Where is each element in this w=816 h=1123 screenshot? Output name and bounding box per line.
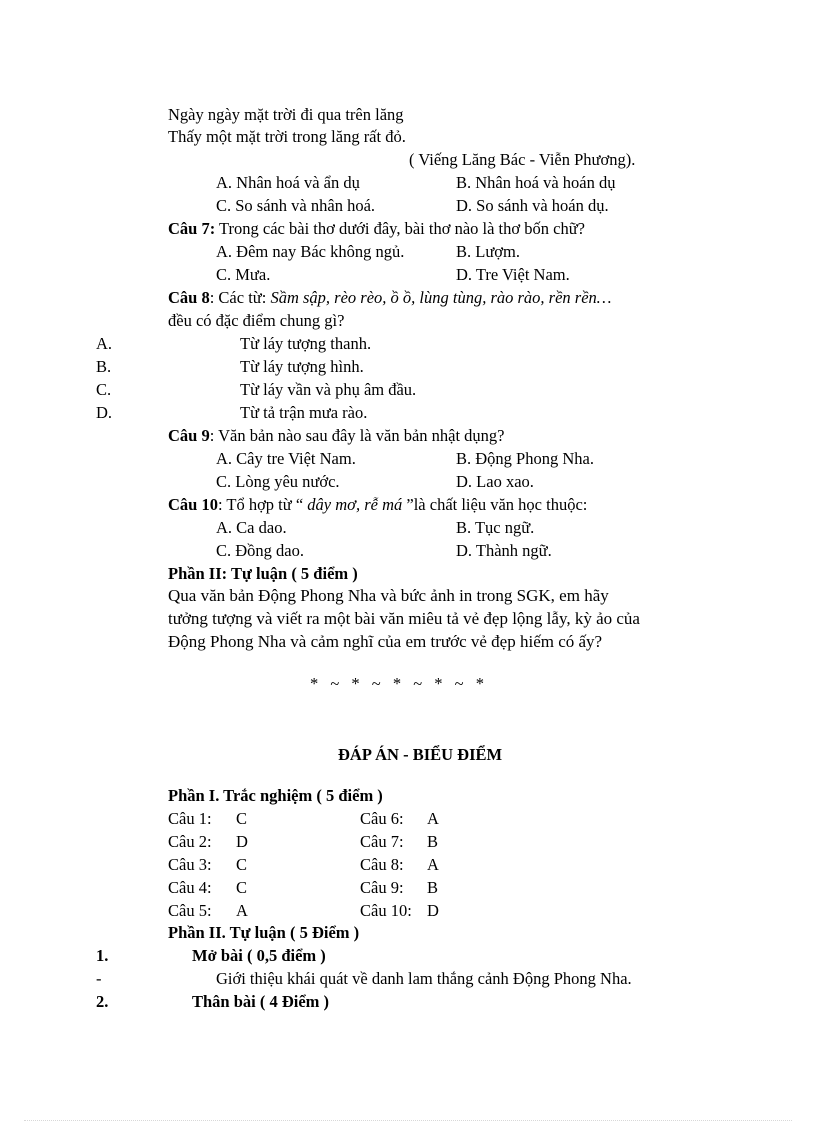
question-10 — [168, 494, 587, 516]
q9-option-a: A. Cây tre Việt Nam. — [216, 449, 356, 468]
question-7-label: Câu 7: — [168, 219, 216, 238]
q9-option-b: B. Động Phong Nha. — [456, 449, 594, 468]
question-8-pre: : Các từ: — [209, 288, 271, 307]
question-10-phrase: dây mơ, rễ má — [307, 495, 407, 514]
answer-item-1-number: 1. — [96, 946, 109, 965]
part-2-line-1: Qua văn bản Động Phong Nha và bức ảnh in trong SGK, em hãy — [168, 586, 609, 605]
q9-option-d: D. Lao xao. — [456, 472, 534, 491]
answer-key-a: D — [236, 832, 248, 851]
question-10-post: ”là chất liệu văn học thuộc: — [406, 495, 588, 514]
question-7 — [168, 218, 585, 240]
question-8-label: Câu 8 — [168, 288, 210, 307]
answer-key-q: Câu 9: — [360, 878, 404, 897]
q8-option-d-letter: D. — [96, 403, 113, 422]
answer-key-q: Câu 8: — [360, 855, 404, 874]
answer-key-a: D — [427, 901, 439, 920]
answer-key-q: Câu 5: — [168, 901, 212, 920]
q8-option-a-letter: A. — [96, 334, 113, 353]
q6-option-c: C. So sánh và nhân hoá. — [216, 196, 376, 215]
answer-key-a: A — [236, 901, 248, 920]
answer-item-1-title: Mở bài ( 0,5 điểm ) — [192, 946, 326, 965]
answer-title: ĐÁP ÁN - BIỂU ĐIỂM — [338, 745, 503, 764]
part-2-title: Phần II: Tự luận ( 5 điểm ) — [168, 564, 358, 583]
q8-option-a-text: Từ láy tượng thanh. — [240, 334, 372, 353]
question-7-text: Trong các bài thơ dưới đây, bài thơ nào là thơ bốn chữ? — [215, 219, 585, 238]
part-2-line-2: tưởng tượng và viết ra một bài văn miêu tả vẻ đẹp lộng lẫy, kỳ ảo của — [168, 609, 640, 628]
q9-option-c: C. Lòng yêu nước. — [216, 472, 340, 491]
q10-option-c: C. Đồng dao. — [216, 541, 304, 560]
q8-option-b-letter: B. — [96, 357, 112, 376]
q7-option-c: C. Mưa. — [216, 265, 271, 284]
answer-key-q: Câu 2: — [168, 832, 212, 851]
answer-item-1-text: Giới thiệu khái quát về danh lam thắng cảnh Động Phong Nha. — [216, 969, 632, 988]
q8-option-c-text: Từ láy vần và phụ âm đầu. — [240, 380, 417, 399]
page-bottom-border — [24, 1120, 792, 1121]
poem-line-1: Ngày ngày mặt trời đi qua trên lăng — [168, 105, 404, 124]
q7-option-b: B. Lượm. — [456, 242, 520, 261]
q10-option-a: A. Ca dao. — [216, 518, 287, 537]
answer-item-1-dash: - — [96, 969, 102, 988]
q10-option-b: B. Tục ngữ. — [456, 518, 535, 537]
q6-option-d: D. So sánh và hoán dụ. — [456, 196, 609, 215]
q6-option-a: A. Nhân hoá và ẩn dụ — [216, 173, 360, 192]
question-10-label: Câu 10 — [168, 495, 218, 514]
question-8-words: Sầm sập, rèo rèo, ồ ồ, lùng tùng, rào rào, rền rền… — [270, 288, 612, 307]
answer-part-1-title: Phần I. Trắc nghiệm ( 5 điểm ) — [168, 786, 383, 805]
answer-key-a: C — [236, 855, 248, 874]
answer-key-q: Câu 7: — [360, 832, 404, 851]
answer-key-a: B — [427, 832, 439, 851]
question-10-pre: : Tổ hợp từ “ — [217, 495, 308, 514]
question-8-line-2: đều có đặc điểm chung gì? — [168, 311, 345, 330]
question-9 — [168, 425, 505, 447]
answer-key-a: C — [236, 809, 248, 828]
answer-key-q: Câu 6: — [360, 809, 404, 828]
answer-key-q: Câu 10: — [360, 901, 412, 920]
answer-part-2-title: Phần II. Tự luận ( 5 Điểm ) — [168, 923, 360, 942]
poem-source: ( Viếng Lăng Bác - Viễn Phương). — [409, 150, 636, 169]
answer-key-q: Câu 1: — [168, 809, 212, 828]
question-9-text: : Văn bản nào sau đây là văn bản nhật dụng? — [209, 426, 505, 445]
q8-option-d-text: Từ tả trận mưa rào. — [240, 403, 368, 422]
part-2-line-3: Động Phong Nha và cảm nghĩ của em trước vẻ đẹp hiếm có ấy? — [168, 632, 603, 651]
answer-key-a: B — [427, 878, 439, 897]
q7-option-a: A. Đêm nay Bác không ngủ. — [216, 242, 405, 261]
answer-key-q: Câu 4: — [168, 878, 212, 897]
q7-option-d: D. Tre Việt Nam. — [456, 265, 570, 284]
answer-item-2-title: Thân bài ( 4 Điểm ) — [192, 992, 330, 1011]
answer-key-a: A — [427, 809, 439, 828]
q8-option-c-letter: C. — [96, 380, 112, 399]
poem-line-2: Thấy một mặt trời trong lăng rất đỏ. — [168, 127, 406, 146]
q10-option-d: D. Thành ngữ. — [456, 541, 552, 560]
answer-key-a: C — [236, 878, 248, 897]
question-9-label: Câu 9 — [168, 426, 210, 445]
section-separator: * ~ * ~ * ~ * ~ * — [310, 674, 488, 693]
answer-item-2-number: 2. — [96, 992, 109, 1011]
q6-option-b: B. Nhân hoá và hoán dụ — [456, 173, 616, 192]
answer-key-q: Câu 3: — [168, 855, 212, 874]
q8-option-b-text: Từ láy tượng hình. — [240, 357, 364, 376]
answer-key-a: A — [427, 855, 439, 874]
question-8 — [168, 287, 611, 309]
